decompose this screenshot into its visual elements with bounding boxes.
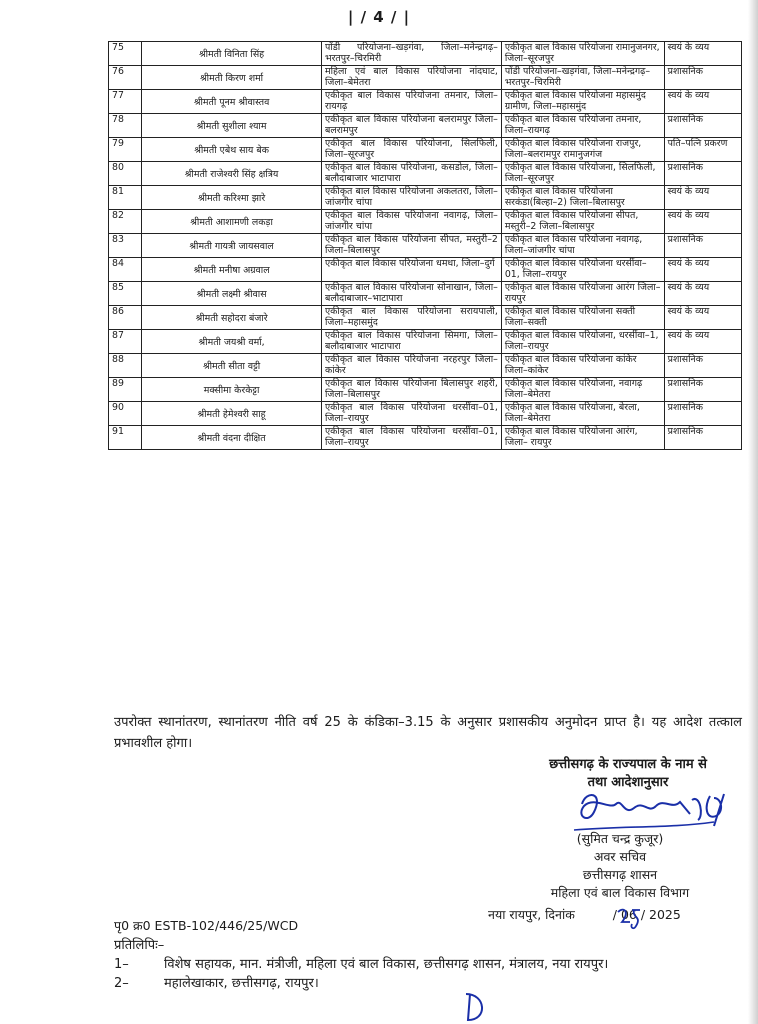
transfer-reason: पति–पत्नि प्रकरण	[664, 138, 741, 162]
row-number: 91	[109, 426, 142, 450]
signatory-designation: अवर सचिव	[593, 849, 647, 864]
transfer-reason: स्वयं के व्यय	[664, 210, 741, 234]
row-number: 90	[109, 402, 142, 426]
row-number: 85	[109, 282, 142, 306]
row-number: 81	[109, 186, 142, 210]
copy-item-number: 2–	[114, 976, 129, 991]
to-posting: एकीकृत बाल विकास परियोजना तमनार, जिला–रायगढ़	[501, 114, 664, 138]
to-posting: एकीकृत बाल विकास परियोजना धरसींवा–01, जिला–रायपुर	[501, 258, 664, 282]
row-number: 78	[109, 114, 142, 138]
row-number: 79	[109, 138, 142, 162]
table-row	[109, 114, 742, 138]
copy-list	[114, 936, 742, 993]
from-posting: एकीकृत बाल विकास परियोजना सिमगा, जिला–बलौदाबाजार भाटापारा	[322, 330, 502, 354]
employee-name: श्रीमती पूनम श्रीवास्तव	[142, 90, 322, 114]
transfer-reason: प्रशासनिक	[664, 162, 741, 186]
to-posting: एकीकृत बाल विकास परियोजना, सिलफिली, जिला–सूरजपुर	[501, 162, 664, 186]
date-value: / 06 / 2025	[612, 907, 681, 922]
employee-name: श्रीमती सुशीला श्याम	[142, 114, 322, 138]
table-row	[109, 354, 742, 378]
to-posting: एकीकृत बाल विकास परियोजना सरकंडा(बिल्हा–2) जिला–बिलासपुर	[501, 186, 664, 210]
from-posting: एकीकृत बाल विकास परियोजना नरहरपुर जिला–कांकेर	[322, 354, 502, 378]
from-posting: एकीकृत बाल विकास परियोजना सोनाखान, जिला–बलौदाबाजार–भाटापारा	[322, 282, 502, 306]
to-posting: एकीकृत बाल विकास परियोजना आरंग, जिला– रायपुर	[501, 426, 664, 450]
table-row	[109, 378, 742, 402]
employee-name: श्रीमती सीता वट्टी	[142, 354, 322, 378]
from-posting: एकीकृत बाल विकास परियोजना, कसडोल, जिला–बलौदाबाजार भाटापारा	[322, 162, 502, 186]
table-row	[109, 186, 742, 210]
from-posting: एकीकृत बाल विकास परियोजना धमधा, जिला–दुर्ग	[322, 258, 502, 282]
transfer-reason: प्रशासनिक	[664, 426, 741, 450]
from-posting: एकीकृत बाल विकास परियोजना धरसींवा–01, जिला–रायपुर	[322, 402, 502, 426]
row-number: 84	[109, 258, 142, 282]
row-number: 75	[109, 42, 142, 66]
to-posting: एकीकृत बाल विकास परियोजना सक्ती जिला–सक्ती	[501, 306, 664, 330]
row-number: 89	[109, 378, 142, 402]
from-posting: एकीकृत बाल विकास परियोजना बलरामपुर जिला–बलरामपुर	[322, 114, 502, 138]
table-row	[109, 138, 742, 162]
table-row	[109, 282, 742, 306]
table-row	[109, 402, 742, 426]
from-posting: एकीकृत बाल विकास परियोजना नवागढ़, जिला–जांजगीर चांपा	[322, 210, 502, 234]
copy-item	[114, 955, 742, 974]
signatory-block	[490, 830, 750, 902]
from-posting: एकीकृत बाल विकास परियोजना, सिलफिली, जिला–सूरजपुर	[322, 138, 502, 162]
from-posting: एकीकृत बाल विकास परियोजना अकलतरा, जिला–जांजगीर चांपा	[322, 186, 502, 210]
handwritten-margin-mark	[456, 990, 496, 1024]
transfer-reason: प्रशासनिक	[664, 234, 741, 258]
employee-name: श्रीमती विनिता सिंह	[142, 42, 322, 66]
to-posting: एकीकृत बाल विकास परियोजना रामानुजनगर, जिला–सूरजपुर	[501, 42, 664, 66]
table-row	[109, 210, 742, 234]
employee-name: श्रीमती राजेश्वरी सिंह क्षत्रिय	[142, 162, 322, 186]
order-number: पृ0 क्र0 ESTB-102/446/25/WCD	[114, 918, 299, 933]
governor-line-2: तथा आदेशानुसार	[587, 775, 669, 790]
transfer-table	[108, 41, 742, 450]
to-posting: एकीकृत बाल विकास परियोजना सीपत, मस्तुरी–2 जिला–बिलासपुर	[501, 210, 664, 234]
from-posting: एकीकृत बाल विकास परियोजना बिलासपुर शहरी, जिला–बिलासपुर	[322, 378, 502, 402]
employee-name: श्रीमती वंदना दीक्षित	[142, 426, 322, 450]
table-row	[109, 162, 742, 186]
to-posting: एकीकृत बाल विकास परियोजना नवागढ़, जिला–जांजगीर चांपा	[501, 234, 664, 258]
from-posting: महिला एवं बाल विकास परियोजना नांदघाट, जिला–बेमेतरा	[322, 66, 502, 90]
to-posting: पोंडी परियोजना–खड़गंवा, जिला–मनेन्द्रगढ़–भरतपुर–चिरमिरी	[501, 66, 664, 90]
approval-paragraph: उपरोक्त स्थानांतरण, स्थानांतरण नीति वर्ष 25 के कंडिका–3.15 के अनुसार प्रशासकीय अनुमोदन प्राप्त है। यह आदेश तत्काल प्रभावशील होगा।	[114, 715, 742, 751]
from-posting: एकीकृत बाल विकास परियोजना तमनार, जिला–रायगढ़	[322, 90, 502, 114]
transfer-reason: स्वयं के व्यय	[664, 90, 741, 114]
transfer-table-body	[109, 42, 742, 450]
employee-name: श्रीमती लक्ष्मी श्रीवास	[142, 282, 322, 306]
employee-name: श्रीमती किरण शर्मा	[142, 66, 322, 90]
employee-name: मक्सीमा केरकेट्टा	[142, 378, 322, 402]
row-number: 82	[109, 210, 142, 234]
copy-item-text: महालेखाकार, छत्तीसगढ़, रायपुर।	[164, 976, 319, 991]
employee-name: श्रीमती सहोदरा बंजारे	[142, 306, 322, 330]
table-row	[109, 90, 742, 114]
to-posting: एकीकृत बाल विकास परियोजना, बेरला, जिला–बेमेतरा	[501, 402, 664, 426]
page-number: | / 4 / |	[347, 8, 411, 26]
governor-line-1: छत्तीसगढ़ के राज्यपाल के नाम से	[549, 757, 707, 772]
row-number: 77	[109, 90, 142, 114]
table-row	[109, 306, 742, 330]
employee-name: श्रीमती एबेथ साय बेक	[142, 138, 322, 162]
transfer-reason: प्रशासनिक	[664, 378, 741, 402]
transfer-reason: प्रशासनिक	[664, 66, 741, 90]
row-number: 76	[109, 66, 142, 90]
employee-name: श्रीमती गायत्री जायसवाल	[142, 234, 322, 258]
employee-name: श्रीमती जयश्री वर्मा,	[142, 330, 322, 354]
employee-name: श्रीमती करिश्मा झारे	[142, 186, 322, 210]
transfer-reason: प्रशासनिक	[664, 402, 741, 426]
row-number: 87	[109, 330, 142, 354]
row-number: 80	[109, 162, 142, 186]
transfer-reason: स्वयं के व्यय	[664, 282, 741, 306]
transfer-reason: स्वयं के व्यय	[664, 258, 741, 282]
signatory-name: (सुमित चन्द्र कुजूर)	[576, 831, 664, 846]
from-posting: पोंडी परियोजना–खड़गंवा, जिला–मनेन्द्रगढ़–भरतपुर–चिरमिरी	[322, 42, 502, 66]
employee-name: श्रीमती आशामणी लकड़ा	[142, 210, 322, 234]
table-row	[109, 66, 742, 90]
handwritten-date-day	[614, 904, 644, 934]
row-number: 83	[109, 234, 142, 258]
employee-name: श्रीमती हेमेश्वरी साहू	[142, 402, 322, 426]
transfer-reason: स्वयं के व्यय	[664, 186, 741, 210]
table-row	[109, 42, 742, 66]
order-date	[488, 906, 681, 924]
row-number: 88	[109, 354, 142, 378]
from-posting: एकीकृत बाल विकास परियोजना सरायपाली, जिला–महासमुंद	[322, 306, 502, 330]
table-row	[109, 330, 742, 354]
page-edge-shadow	[748, 0, 758, 1024]
signatory-govt: छत्तीसगढ़ शासन	[582, 867, 658, 882]
transfer-reason: प्रशासनिक	[664, 354, 741, 378]
to-posting: एकीकृत बाल विकास परियोजना राजपुर, जिला–बलरामपुर रामानुजगंज	[501, 138, 664, 162]
copy-item-number: 1–	[114, 957, 129, 972]
copy-item-text: विशेष सहायक, मान. मंत्रीजी, महिला एवं बाल विकास, छत्तीसगढ़ शासन, मंत्रालय, नया रायपुर।	[164, 957, 609, 972]
table-row	[109, 258, 742, 282]
row-number: 86	[109, 306, 142, 330]
signatory-department: महिला एवं बाल विकास विभाग	[550, 885, 690, 900]
to-posting: एकीकृत बाल विकास परियोजना कांकेर जिला–कांकेर	[501, 354, 664, 378]
transfer-reason: स्वयं के व्यय	[664, 42, 741, 66]
copy-item	[114, 974, 742, 993]
to-posting: एकीकृत बाल विकास परियोजना, नवागढ़ जिला–बेमेतरा	[501, 378, 664, 402]
table-row	[109, 234, 742, 258]
to-posting: एकीकृत बाल विकास परियोजना, धरसींवा–1, जिला–रायपुर	[501, 330, 664, 354]
to-posting: एकीकृत बाल विकास परियोजना महासमुंद ग्रामीण, जिला–महासमुंद	[501, 90, 664, 114]
to-posting: एकीकृत बाल विकास परियोजना आरंग जिला–रायपुर	[501, 282, 664, 306]
employee-name: श्रीमती मनीषा अग्रवाल	[142, 258, 322, 282]
from-posting: एकीकृत बाल विकास परियोजना सीपत, मस्तुरी–2 जिला–बिलासपुर	[322, 234, 502, 258]
from-posting: एकीकृत बाल विकास परियोजना धरसींवा–01, जिला–रायपुर	[322, 426, 502, 450]
date-prefix: नया रायपुर, दिनांक	[488, 907, 575, 922]
table-row	[109, 426, 742, 450]
transfer-reason: स्वयं के व्यय	[664, 306, 741, 330]
transfer-reason: प्रशासनिक	[664, 114, 741, 138]
transfer-reason: स्वयं के व्यय	[664, 330, 741, 354]
copy-heading: प्रतिलिपिः–	[114, 938, 165, 953]
